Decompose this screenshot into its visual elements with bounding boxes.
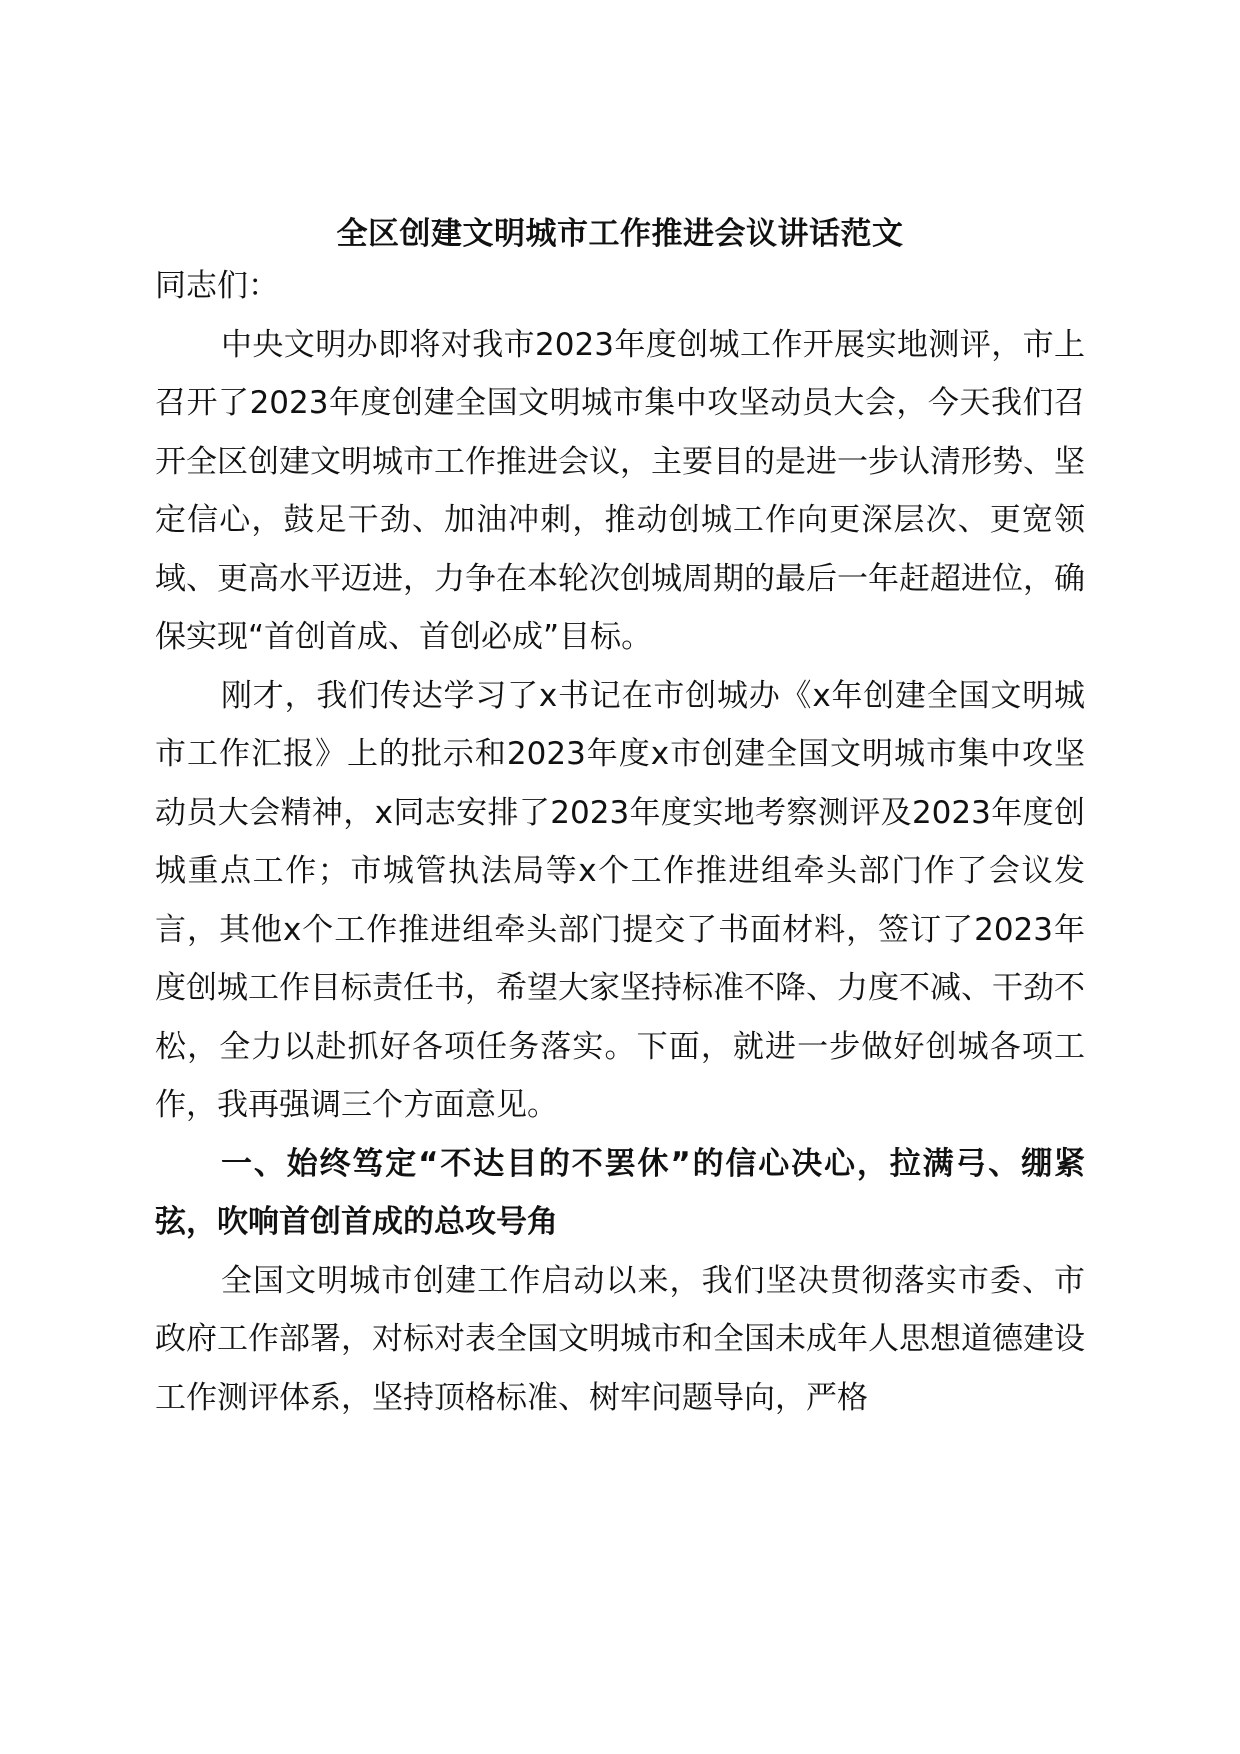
document-title: 全区创建文明城市工作推进会议讲话范文 [336,216,904,252]
section-heading-1: 一、始终笃定“不达目的不罢休”的信心决心，拉满弓、绷紧弦，吹响首创首成的总攻号角 [155,1145,1085,1240]
salutation: 同志们： [155,268,279,304]
section-1-paragraph: 全国文明城市创建工作启动以来，我们坚决贯彻落实市委、市政府工作部署，对标对表全国文明城市和全国未成年人思想道德建设工作测评体系，坚持顶格标准、树牢问题导向，严格 [155,1262,1085,1416]
paragraph-intro: 中央文明办即将对我市2023年度创城工作开展实地测评，市上召开了2023年度创建全国文明城市集中攻坚动员大会，今天我们召开全区创建文明城市工作推进会议，主要目的是进一步认清形势、坚定信心，鼓足干劲、加油冲刺，推动创城工作向更深层次、更宽领域、更高水平迈进，力争在本轮次创城周期的最后一年赶超进位，确保实现“首创首成、首创必成”目标。 [155,326,1085,655]
document-body [155,257,1085,1427]
paragraph-review: 刚才，我们传达学习了x书记在市创城办《x年创建全国文明城市工作汇报》上的批示和2023年度x市创建全国文明城市集中攻坚动员大会精神，x同志安排了2023年度实地考察测评及2023年度创城重点工作；市城管执法局等x个工作推进组牵头部门作了会议发言，其他x个工作推进组牵头部门提交了书面材料，签订了2023年度创城工作目标责任书，希望大家坚持标准不降、力度不减、干劲不松，全力以赴抓好各项任务落实。下面，就进一步做好创城各项工作，我再强调三个方面意见。 [155,677,1085,1123]
